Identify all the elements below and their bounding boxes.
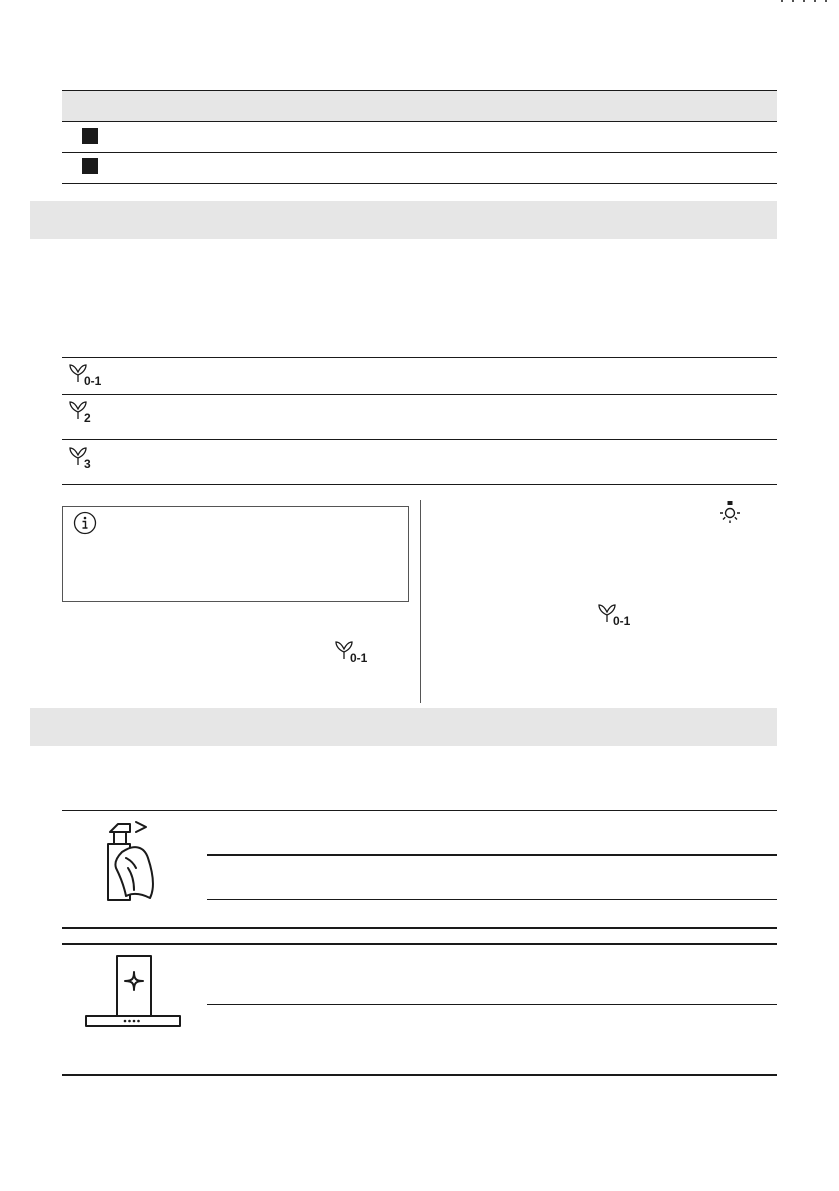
square-marker-2 <box>82 158 98 174</box>
top-table-header <box>62 90 777 121</box>
margin-mark <box>803 0 805 2</box>
cleaning-row-rule-1 <box>207 854 777 856</box>
cleaning-table-mid-rule-1 <box>62 927 777 929</box>
cleaning-table-top-rule <box>62 810 777 811</box>
margin-mark <box>792 0 794 2</box>
light-icon <box>718 500 742 524</box>
top-table-row-rule <box>62 152 777 153</box>
fan-level-label: 0-1 <box>613 614 631 628</box>
fan-level-label: 3 <box>84 457 91 471</box>
section-heading-band <box>30 201 777 239</box>
margin-mark <box>814 0 816 2</box>
top-table-top-rule <box>62 90 777 91</box>
top-table-bottom-rule <box>62 183 777 184</box>
section-heading-band <box>30 708 777 746</box>
cleaning-row-rule-3 <box>207 1004 777 1005</box>
spray-cleaning-icon <box>100 818 164 904</box>
hood-clean-icon <box>84 954 182 1030</box>
top-table-header-rule <box>62 121 777 122</box>
info-note-box <box>62 506 409 602</box>
cleaning-table-mid-rule-2 <box>62 943 777 945</box>
fan-table-bottom-rule <box>62 484 777 485</box>
fan-level-label: 0-1 <box>350 651 368 665</box>
cleaning-row-rule-2 <box>207 899 777 900</box>
fan-table-top-rule <box>62 357 777 358</box>
fan-table-row-rule-1 <box>62 394 777 395</box>
cleaning-table-bottom-rule <box>62 1074 777 1076</box>
margin-mark <box>825 0 827 2</box>
fan-table-row-rule-2 <box>62 439 777 440</box>
fan-level-label: 2 <box>84 411 91 425</box>
fan-level-label: 0-1 <box>84 374 102 388</box>
column-divider <box>420 500 421 703</box>
info-icon <box>73 511 97 535</box>
square-marker-1 <box>82 128 98 144</box>
margin-mark <box>781 0 783 2</box>
